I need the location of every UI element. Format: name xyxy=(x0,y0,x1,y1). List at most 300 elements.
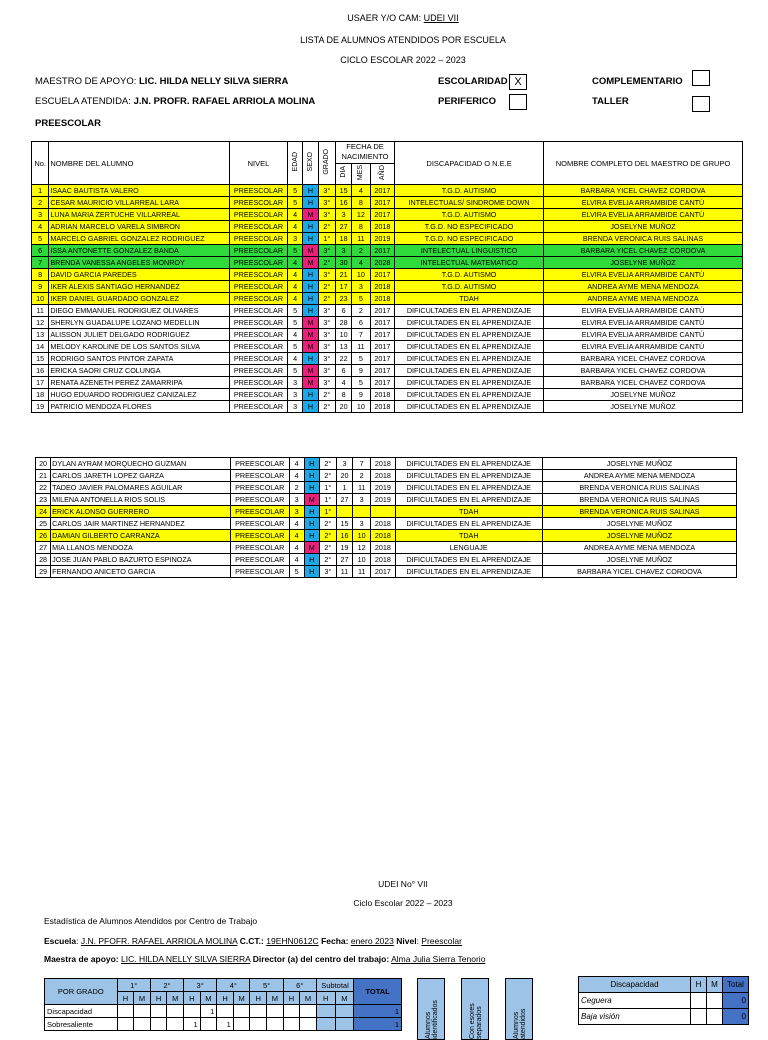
grade-header: Subtotal xyxy=(316,979,353,992)
col-sexo-text: SEXO xyxy=(306,151,314,172)
disc-total: 0 xyxy=(723,993,749,1009)
student-edad: 3 xyxy=(289,506,304,518)
student-name: TADEO JAVIER PALOMARES AGUILAR xyxy=(51,482,231,494)
student-nivel: PREESCOLAR xyxy=(230,554,289,566)
grade-h: H xyxy=(184,992,201,1005)
student-sexo: H xyxy=(303,281,318,293)
student-anio: 2018 xyxy=(371,470,395,482)
grade-cell xyxy=(335,1005,354,1018)
student-row xyxy=(32,293,743,305)
student-grado: 1° xyxy=(319,482,336,494)
complementario-label: COMPLEMENTARIO xyxy=(592,76,683,87)
student-maestro: JOSELYNE MUÑOZ xyxy=(542,530,736,542)
student-anio: 2017 xyxy=(371,566,395,578)
student-sexo: H xyxy=(303,221,318,233)
student-maestro: BRENDA VERONICA RUIS SALINAS xyxy=(542,482,736,494)
student-disc: DIFICULTADES EN EL APRENDIZAJE xyxy=(395,389,544,401)
student-row xyxy=(32,197,743,209)
student-grado: 1° xyxy=(319,494,336,506)
student-mes: 11 xyxy=(352,233,370,245)
grade-cell xyxy=(283,1005,300,1018)
vertical-label-separated: Con esores separados xyxy=(469,1003,483,1039)
student-no: 25 xyxy=(36,518,51,530)
periferico-label: PERIFERICO xyxy=(438,96,497,107)
student-anio: 2017 xyxy=(370,317,394,329)
student-no: 5 xyxy=(32,233,49,245)
student-maestro: JOSELYNE MUÑOZ xyxy=(544,389,743,401)
student-anio: 2018 xyxy=(371,530,395,542)
student-disc: T.G.D. NO ESPECIFICADO xyxy=(395,221,544,233)
student-edad: 4 xyxy=(289,518,304,530)
disc-m xyxy=(707,993,723,1009)
student-mes: 10 xyxy=(352,401,370,413)
disc-row xyxy=(579,1009,749,1025)
students-table-continued xyxy=(35,457,737,578)
student-mes: 9 xyxy=(352,389,370,401)
student-name: CARLOS JAIR MARTINEZ HERNANDEZ xyxy=(51,518,231,530)
student-row xyxy=(36,506,737,518)
disc-header: Total xyxy=(723,977,749,993)
student-dia: 4 xyxy=(335,377,351,389)
student-row xyxy=(32,353,743,365)
student-name: DAVID GARCIA PAREDES xyxy=(49,269,230,281)
escolaridad-label: ESCOLARIDAD xyxy=(438,76,508,87)
grade-cell xyxy=(167,1005,184,1018)
student-mes: 3 xyxy=(352,281,370,293)
student-sexo: H xyxy=(304,506,319,518)
col-dia xyxy=(335,163,351,185)
student-anio: 2018 xyxy=(370,221,394,233)
usaer-label: USAER Y/O CAM: xyxy=(347,13,422,23)
student-edad: 5 xyxy=(288,365,303,377)
student-sexo: H xyxy=(304,518,319,530)
student-sexo: H xyxy=(303,197,318,209)
vertical-box-attended xyxy=(505,978,533,1040)
student-dia: 27 xyxy=(335,221,351,233)
student-edad: 4 xyxy=(289,470,304,482)
student-sexo: H xyxy=(303,269,318,281)
student-no: 28 xyxy=(36,554,51,566)
student-disc: T.G.D. NO ESPECIFICADO xyxy=(395,233,544,245)
student-row xyxy=(32,245,743,257)
student-dia: 11 xyxy=(336,566,352,578)
student-name: MELODY KAROLINE DE LOS SANTOS SILVA xyxy=(49,341,230,353)
student-disc: DIFICULTADES EN EL APRENDIZAJE xyxy=(395,377,544,389)
student-mes: 5 xyxy=(352,353,370,365)
student-row xyxy=(32,341,743,353)
student-mes: 4 xyxy=(352,185,370,197)
student-row xyxy=(36,518,737,530)
student-maestro: JOSELYNE MUÑOZ xyxy=(542,458,736,470)
student-no: 27 xyxy=(36,542,51,554)
student-disc: DIFICULTADES EN EL APRENDIZAJE xyxy=(395,305,544,317)
disc-total: 0 xyxy=(723,1009,749,1025)
student-no: 23 xyxy=(36,494,51,506)
col-name: NOMBRE DEL ALUMNO xyxy=(49,142,230,185)
student-edad: 4 xyxy=(289,542,304,554)
student-anio: 2017 xyxy=(370,305,394,317)
student-anio: 2018 xyxy=(371,518,395,530)
student-row xyxy=(36,494,737,506)
student-row xyxy=(36,482,737,494)
grade-row-label: Discapacidad xyxy=(45,1005,118,1018)
student-name: ISSA ANTONETTE GONZALEZ BANDA xyxy=(49,245,230,257)
student-mes: 10 xyxy=(353,554,371,566)
col-mes xyxy=(352,163,370,185)
student-edad: 4 xyxy=(289,554,304,566)
taller-checkbox[interactable] xyxy=(692,96,710,112)
stats-school-line: Escuela: J.N. PFOFR. RAFAEL ARRIOLA MOLINA C.CT.: 19EHN0612C Fecha: enero 2023 Nivel: Preescolar xyxy=(44,936,462,946)
student-maestro: BARBARA YICEL CHAVEZ CORDOVA xyxy=(544,377,743,389)
student-mes: 6 xyxy=(352,317,370,329)
student-mes: 5 xyxy=(352,293,370,305)
col-sexo xyxy=(303,142,318,185)
student-mes: 8 xyxy=(352,197,370,209)
teacher-value: LIC. HILDA NELLY SILVA SIERRA xyxy=(139,76,289,87)
student-no: 21 xyxy=(36,470,51,482)
student-no: 16 xyxy=(32,365,49,377)
disability-table xyxy=(578,976,749,1025)
student-sexo: H xyxy=(304,458,319,470)
student-name: LUNA MARIA ZERTUCHE VILLARREAL xyxy=(49,209,230,221)
student-row xyxy=(32,329,743,341)
student-mes: 12 xyxy=(352,209,370,221)
student-maestro: ELVIRA EVELIA ARRAMBIDE CANTÚ xyxy=(544,197,743,209)
student-sexo: M xyxy=(303,341,318,353)
student-row xyxy=(36,458,737,470)
student-no: 12 xyxy=(32,317,49,329)
student-mes: 7 xyxy=(352,329,370,341)
student-anio: 2017 xyxy=(370,341,394,353)
student-maestro: ELVIRA EVELIA ARRAMBIDE CANTÚ xyxy=(544,209,743,221)
student-mes: 3 xyxy=(353,518,371,530)
student-dia: 20 xyxy=(336,470,352,482)
student-maestro: JOSELYNE MUÑOZ xyxy=(542,554,736,566)
student-no: 7 xyxy=(32,257,49,269)
student-name: CARLOS JARETH LOPEZ GARZA xyxy=(51,470,231,482)
student-nivel: PREESCOLAR xyxy=(229,293,287,305)
grade-cell xyxy=(217,1005,234,1018)
student-maestro: JOSELYNE MUÑOZ xyxy=(542,518,736,530)
grade-cell xyxy=(200,1018,217,1031)
student-edad: 4 xyxy=(288,293,303,305)
student-nivel: PREESCOLAR xyxy=(229,221,287,233)
student-grado: 2° xyxy=(318,221,335,233)
student-name: CESAR MAURICIO VILLARREAL LARA xyxy=(49,197,230,209)
col-grado-text: GRADO xyxy=(323,148,331,175)
student-anio xyxy=(371,506,395,518)
student-row xyxy=(32,209,743,221)
col-edad xyxy=(288,142,303,185)
student-nivel: PREESCOLAR xyxy=(229,209,287,221)
stats-fecha-value: enero 2023 xyxy=(350,936,394,946)
disc-header: H xyxy=(691,977,707,993)
student-sexo: M xyxy=(303,377,318,389)
stats-udei: UDEI No° VII xyxy=(378,879,428,889)
grade-cell xyxy=(335,1018,354,1031)
student-name: IKER DANIEL GUARDADO GONZALEZ xyxy=(49,293,230,305)
school-value: J.N. PROFR. RAFAEL ARRIOLA MOLINA xyxy=(133,96,316,107)
student-disc: DIFICULTADES EN EL APRENDIZAJE xyxy=(395,470,542,482)
grade-h: H xyxy=(283,992,300,1005)
student-no: 9 xyxy=(32,281,49,293)
student-nivel: PREESCOLAR xyxy=(230,482,289,494)
student-grado: 3° xyxy=(319,566,336,578)
student-edad: 3 xyxy=(289,494,304,506)
grade-cell xyxy=(117,1005,134,1018)
student-mes: 12 xyxy=(353,542,371,554)
vertical-box-separated xyxy=(461,978,489,1040)
grade-header: 2° xyxy=(150,979,183,992)
taller-label: TALLER xyxy=(592,96,629,107)
grade-header: 1° xyxy=(117,979,150,992)
student-no: 10 xyxy=(32,293,49,305)
student-no: 22 xyxy=(36,482,51,494)
disc-row xyxy=(579,993,749,1009)
disc-h xyxy=(691,1009,707,1025)
student-dia: 1 xyxy=(336,482,352,494)
grade-cell xyxy=(300,1018,317,1031)
teacher-line xyxy=(35,76,288,87)
student-grado: 2° xyxy=(318,257,335,269)
student-edad: 5 xyxy=(288,341,303,353)
student-mes: 11 xyxy=(353,482,371,494)
student-dia: 3 xyxy=(335,209,351,221)
col-disc: DISCAPACIDAD O N.E.E xyxy=(395,142,544,185)
student-name: HUGO EDUARDO RODRIGUEZ CANIZALEZ xyxy=(49,389,230,401)
student-edad: 5 xyxy=(288,197,303,209)
student-sexo: H xyxy=(304,482,319,494)
student-disc: TDAH xyxy=(395,293,544,305)
grade-total-header: TOTAL xyxy=(354,979,402,1005)
grade-cell xyxy=(267,1005,284,1018)
student-name: ALISSON JULIET DELGADO RODRIGUEZ xyxy=(49,329,230,341)
stats-director-label: Director (a) del centro del trabajo: xyxy=(252,954,390,964)
student-name: FERNANDO ANICETO GARCIA xyxy=(51,566,231,578)
student-grado: 3° xyxy=(318,209,335,221)
student-nivel: PREESCOLAR xyxy=(229,185,287,197)
student-sexo: M xyxy=(303,365,318,377)
grade-header: 6° xyxy=(283,979,316,992)
student-edad: 3 xyxy=(288,233,303,245)
stats-cct-value: 19EHN0612C xyxy=(266,936,319,946)
student-disc: DIFICULTADES EN EL APRENDIZAJE xyxy=(395,341,544,353)
student-grado: 2° xyxy=(318,389,335,401)
grade-cell xyxy=(233,1018,250,1031)
student-nivel: PREESCOLAR xyxy=(229,317,287,329)
grade-m: M xyxy=(167,992,184,1005)
col-mes-text: MES xyxy=(357,164,365,180)
student-anio: 2017 xyxy=(370,377,394,389)
grade-row xyxy=(45,1018,402,1031)
student-disc: DIFICULTADES EN EL APRENDIZAJE xyxy=(395,365,544,377)
student-no: 6 xyxy=(32,245,49,257)
student-mes: 2 xyxy=(353,470,371,482)
col-no: No. xyxy=(32,142,49,185)
grade-h: H xyxy=(250,992,267,1005)
student-row xyxy=(32,257,743,269)
student-dia: 16 xyxy=(335,197,351,209)
student-maestro: BARBARA YICEL CHAVEZ CORDOVA xyxy=(544,353,743,365)
student-row xyxy=(32,221,743,233)
student-name: JOSE JUAN PABLO BAZURTO ESPINOZA xyxy=(51,554,231,566)
student-maestro: BARBARA YICEL CHAVEZ CORDOVA xyxy=(544,365,743,377)
complementario-checkbox[interactable] xyxy=(692,70,710,86)
student-maestro: BRENDA VERONICA RUIS SALINAS xyxy=(542,494,736,506)
grade-cell xyxy=(117,1018,134,1031)
student-grado: 3° xyxy=(318,245,335,257)
student-disc: DIFICULTADES EN EL APRENDIZAJE xyxy=(395,482,542,494)
student-edad: 4 xyxy=(288,209,303,221)
student-maestro: ANDREA AYME MENA MENDOZA xyxy=(544,281,743,293)
grade-cell xyxy=(134,1018,151,1031)
student-grado: 3° xyxy=(318,377,335,389)
disc-h xyxy=(691,993,707,1009)
col-grado xyxy=(318,142,335,185)
student-disc: TDAH xyxy=(395,530,542,542)
student-nivel: PREESCOLAR xyxy=(229,305,287,317)
student-grado: 3° xyxy=(318,185,335,197)
stats-maestro-label: Maestra de apoyo: xyxy=(44,954,119,964)
grade-h: H xyxy=(150,992,167,1005)
student-anio: 2018 xyxy=(371,542,395,554)
student-disc: T.G.D. AUTISMO xyxy=(395,209,544,221)
student-dia: 27 xyxy=(336,554,352,566)
student-maestro: BRENDA VERONICA RUIS SALINAS xyxy=(544,233,743,245)
student-mes: 2 xyxy=(352,305,370,317)
student-name: MIA LLANOS MENDOZA xyxy=(51,542,231,554)
student-disc: DIFICULTADES EN EL APRENDIZAJE xyxy=(395,566,542,578)
periferico-checkbox[interactable] xyxy=(509,94,527,110)
student-edad: 4 xyxy=(288,221,303,233)
student-disc: DIFICULTADES EN EL APRENDIZAJE xyxy=(395,554,542,566)
grade-cell xyxy=(233,1005,250,1018)
student-maestro: JOSELYNE MUÑOZ xyxy=(544,257,743,269)
student-maestro: ANDREA AYME MENA MENDOZA xyxy=(542,470,736,482)
student-dia: 16 xyxy=(336,530,352,542)
grade-row-label: Sobresaliente xyxy=(45,1018,118,1031)
student-grado: 3° xyxy=(318,365,335,377)
student-anio: 2019 xyxy=(371,482,395,494)
student-name: PATRICIO MENDOZA FLORES xyxy=(49,401,230,413)
student-nivel: PREESCOLAR xyxy=(230,506,289,518)
col-nivel: NIVEL xyxy=(229,142,287,185)
student-grado: 1° xyxy=(319,506,336,518)
student-maestro: ANDREA AYME MENA MENDOZA xyxy=(542,542,736,554)
grade-cell: 1 xyxy=(200,1005,217,1018)
student-anio: 2017 xyxy=(370,353,394,365)
student-edad: 3 xyxy=(288,401,303,413)
student-sexo: M xyxy=(303,317,318,329)
grade-header: 5° xyxy=(250,979,283,992)
student-row xyxy=(32,305,743,317)
col-anio xyxy=(370,163,394,185)
student-row xyxy=(32,317,743,329)
student-row xyxy=(36,530,737,542)
student-grado: 3° xyxy=(318,353,335,365)
grade-row-total: 1 xyxy=(354,1005,402,1018)
student-sexo: H xyxy=(303,293,318,305)
student-nivel: PREESCOLAR xyxy=(229,281,287,293)
student-dia: 15 xyxy=(335,185,351,197)
student-disc: INTELECTUAL LINGUISTICO xyxy=(395,245,544,257)
student-anio: 2028 xyxy=(370,257,394,269)
student-anio: 2017 xyxy=(370,269,394,281)
student-mes: 4 xyxy=(352,257,370,269)
student-sexo: H xyxy=(303,353,318,365)
student-edad: 4 xyxy=(288,281,303,293)
student-anio: 2018 xyxy=(370,281,394,293)
school-line xyxy=(35,96,315,107)
student-nivel: PREESCOLAR xyxy=(229,269,287,281)
student-disc: TDAH xyxy=(395,506,542,518)
student-no: 29 xyxy=(36,566,51,578)
grade-cell xyxy=(134,1005,151,1018)
student-edad: 5 xyxy=(288,305,303,317)
grade-cell xyxy=(150,1018,167,1031)
escolaridad-checkbox[interactable]: X xyxy=(509,74,527,90)
student-disc: DIFICULTADES EN EL APRENDIZAJE xyxy=(395,317,544,329)
col-maestro: NOMBRE COMPLETO DEL MAESTRO DE GRUPO xyxy=(544,142,743,185)
disc-label: Ceguera xyxy=(579,993,691,1009)
student-sexo: M xyxy=(303,329,318,341)
student-disc: DIFICULTADES EN EL APRENDIZAJE xyxy=(395,518,542,530)
grade-cell xyxy=(150,1005,167,1018)
student-maestro: ELVIRA EVELIA ARRAMBIDE CANTÚ xyxy=(544,329,743,341)
student-maestro: ELVIRA EVELIA ARRAMBIDE CANTÚ xyxy=(544,317,743,329)
grade-m: M xyxy=(233,992,250,1005)
grade-m: M xyxy=(267,992,284,1005)
student-grado: 2° xyxy=(319,518,336,530)
grade-cell: 1 xyxy=(184,1018,201,1031)
student-mes: 10 xyxy=(352,269,370,281)
student-edad: 4 xyxy=(288,269,303,281)
stats-maestro-value: LIC. HILDA NELLY SILVA SIERRA xyxy=(121,954,251,964)
stats-cycle: Ciclo Escolar 2022 – 2023 xyxy=(353,898,453,908)
student-nivel: PREESCOLAR xyxy=(229,341,287,353)
grade-cell xyxy=(300,1005,317,1018)
student-dia: 6 xyxy=(335,305,351,317)
student-anio: 2018 xyxy=(371,554,395,566)
student-dia: 10 xyxy=(335,329,351,341)
student-grado: 2° xyxy=(318,401,335,413)
student-dia: 15 xyxy=(336,518,352,530)
student-disc: DIFICULTADES EN EL APRENDIZAJE xyxy=(395,458,542,470)
grade-title: POR GRADO xyxy=(45,979,118,1005)
list-title: LISTA DE ALUMNOS ATENDIDOS POR ESCUELA xyxy=(300,35,506,45)
student-grado: 2° xyxy=(319,542,336,554)
student-edad: 2 xyxy=(289,482,304,494)
student-nivel: PREESCOLAR xyxy=(229,245,287,257)
student-dia: 17 xyxy=(335,281,351,293)
grade-cell xyxy=(250,1018,267,1031)
student-nivel: PREESCOLAR xyxy=(229,353,287,365)
student-maestro: ELVIRA EVELIA ARRAMBIDE CANTÚ xyxy=(544,305,743,317)
student-sexo: M xyxy=(303,257,318,269)
student-grado: 2° xyxy=(318,293,335,305)
student-edad: 5 xyxy=(289,566,304,578)
student-grado: 2° xyxy=(319,554,336,566)
student-name: ISAAC BAUTISTA VALERO xyxy=(49,185,230,197)
student-row xyxy=(32,377,743,389)
stats-nivel-value: Preescolar xyxy=(421,936,462,946)
student-anio: 2017 xyxy=(370,329,394,341)
student-sexo: H xyxy=(304,470,319,482)
disc-header: M xyxy=(707,977,723,993)
vertical-label-identified: Alumnos identificados xyxy=(425,1000,439,1039)
student-maestro: ANDREA AYME MENA MENDOZA xyxy=(544,293,743,305)
col-fecha: FECHA DE NACIMIENTO xyxy=(335,142,394,164)
